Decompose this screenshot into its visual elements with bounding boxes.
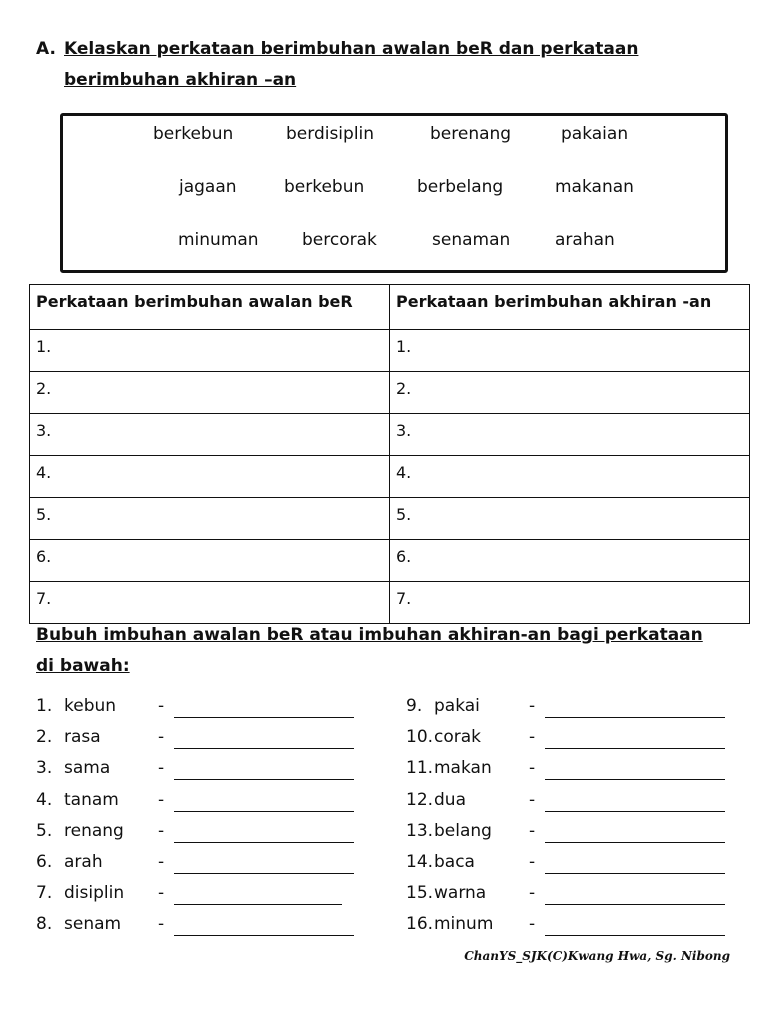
exercise-word: corak: [434, 727, 481, 748]
exercise-dash: -: [529, 883, 536, 904]
exercise-word: disiplin: [64, 883, 125, 904]
classification-table: [29, 284, 750, 624]
exercise-dash: -: [529, 852, 536, 872]
word-bank-word: senaman: [432, 230, 511, 250]
exercise-word: tanam: [64, 789, 119, 810]
exercise-word: minum: [434, 914, 494, 935]
answer-blank-line[interactable]: [174, 826, 354, 843]
exercise-dash: -: [158, 789, 165, 810]
footer-credit: ChanYS_SJK(C)Kwang Hwa, Sg. Nibong: [464, 949, 730, 963]
answer-blank-line[interactable]: [545, 732, 725, 749]
answer-blank-line[interactable]: [545, 763, 725, 780]
exercise-number: 15.: [406, 883, 434, 904]
answer-cell-suffix[interactable]: 4.: [390, 456, 750, 498]
exercise-number: 13.: [406, 820, 434, 841]
exercise-word: warna: [434, 883, 487, 904]
answer-cell-prefix[interactable]: 5.: [30, 498, 390, 540]
word-bank-word: pakaian: [561, 124, 629, 144]
word-bank-word: berdisiplin: [286, 124, 375, 144]
table-header-row: [30, 285, 750, 330]
word-bank-word: bercorak: [302, 230, 377, 250]
exercise-word: dua: [434, 789, 466, 810]
header-suffix-an: Perkataan berimbuhan akhiran -an: [390, 285, 750, 330]
exercise-dash: -: [529, 727, 536, 748]
table-row: [30, 414, 750, 456]
exercise-number: 3.: [36, 758, 53, 779]
exercise-number: 8.: [36, 914, 53, 935]
exercise-dash: -: [158, 883, 165, 904]
exercise-dash: -: [529, 696, 536, 716]
exercise-word: sama: [64, 758, 111, 779]
exercise-word: arah: [64, 852, 103, 872]
table-row: [30, 456, 750, 498]
answer-blank-line[interactable]: [174, 857, 354, 874]
answer-blank-line[interactable]: [545, 888, 725, 905]
section-a-label: A.: [36, 39, 56, 59]
exercise-number: 2.: [36, 727, 53, 748]
exercise-number: 4.: [36, 789, 53, 810]
answer-blank-line[interactable]: [545, 701, 725, 718]
section-b-instruction-line2: di bawah:: [36, 656, 130, 676]
answer-blank-line[interactable]: [545, 795, 725, 812]
exercise-number: 14.: [406, 852, 434, 872]
answer-cell-suffix[interactable]: 1.: [390, 330, 750, 372]
exercise-dash: -: [529, 789, 536, 810]
answer-blank-line[interactable]: [174, 795, 354, 812]
answer-cell-prefix[interactable]: 3.: [30, 414, 390, 456]
exercise-dash: -: [158, 914, 165, 935]
exercise-dash: -: [158, 758, 165, 779]
exercise-dash: -: [529, 758, 536, 779]
exercise-word: renang: [64, 820, 124, 841]
exercise-dash: -: [529, 914, 536, 935]
exercise-number: 7.: [36, 883, 53, 904]
section-b-instruction-line1: Bubuh imbuhan awalan beR atau imbuhan akhiran-an bagi perkataan: [36, 625, 703, 645]
exercise-word: baca: [434, 852, 475, 872]
answer-blank-line[interactable]: [545, 857, 725, 874]
exercise-number: 6.: [36, 852, 53, 872]
answer-cell-prefix[interactable]: 4.: [30, 456, 390, 498]
exercise-number: 10.: [406, 727, 434, 748]
section-a-instruction-line1: Kelaskan perkataan berimbuhan awalan beR dan perkataan: [64, 39, 639, 59]
answer-blank-line[interactable]: [174, 919, 354, 936]
answer-cell-prefix[interactable]: 2.: [30, 372, 390, 414]
answer-cell-suffix[interactable]: 2.: [390, 372, 750, 414]
exercise-number: 9.: [406, 696, 423, 716]
exercise-number: 11.: [406, 758, 434, 779]
table-row: [30, 330, 750, 372]
exercise-word: rasa: [64, 727, 101, 748]
exercise-word: belang: [434, 820, 492, 841]
word-bank-word: jagaan: [179, 177, 237, 197]
answer-cell-prefix[interactable]: 1.: [30, 330, 390, 372]
answer-blank-line[interactable]: [174, 732, 354, 749]
header-prefix-ber: Perkataan berimbuhan awalan beR: [30, 285, 390, 330]
word-bank-word: berkebun: [153, 124, 234, 144]
exercise-dash: -: [158, 820, 165, 841]
answer-cell-suffix[interactable]: 6.: [390, 540, 750, 582]
exercise-number: 12.: [406, 789, 434, 810]
answer-cell-prefix[interactable]: 6.: [30, 540, 390, 582]
exercise-dash: -: [158, 696, 165, 716]
exercise-word: makan: [434, 758, 492, 779]
section-a-instruction-line2: berimbuhan akhiran –an: [64, 70, 297, 90]
exercise-word: kebun: [64, 696, 117, 716]
answer-cell-suffix[interactable]: 3.: [390, 414, 750, 456]
exercise-number: 16.: [406, 914, 434, 935]
answer-blank-line[interactable]: [545, 919, 725, 936]
exercise-word: senam: [64, 914, 122, 935]
answer-cell-suffix[interactable]: 7.: [390, 582, 750, 624]
exercise-dash: -: [158, 727, 165, 748]
word-bank-word: berenang: [430, 124, 512, 144]
word-bank-word: arahan: [555, 230, 615, 250]
answer-blank-line[interactable]: [545, 826, 725, 843]
word-bank-word: makanan: [555, 177, 634, 197]
exercise-dash: -: [529, 820, 536, 841]
exercise-number: 1.: [36, 696, 53, 716]
answer-cell-prefix[interactable]: 7.: [30, 582, 390, 624]
answer-blank-line[interactable]: [174, 763, 354, 780]
table-row: [30, 372, 750, 414]
exercise-word: pakai: [434, 696, 480, 716]
table-row: [30, 540, 750, 582]
word-bank-word: minuman: [178, 230, 259, 250]
answer-blank-line[interactable]: [174, 701, 354, 718]
word-bank-word: berkebun: [284, 177, 365, 197]
word-bank-word: berbelang: [417, 177, 504, 197]
answer-blank-line[interactable]: [174, 888, 342, 905]
answer-cell-suffix[interactable]: 5.: [390, 498, 750, 540]
exercise-dash: -: [158, 852, 165, 872]
exercise-number: 5.: [36, 820, 53, 841]
table-row: [30, 498, 750, 540]
table-row: [30, 582, 750, 624]
